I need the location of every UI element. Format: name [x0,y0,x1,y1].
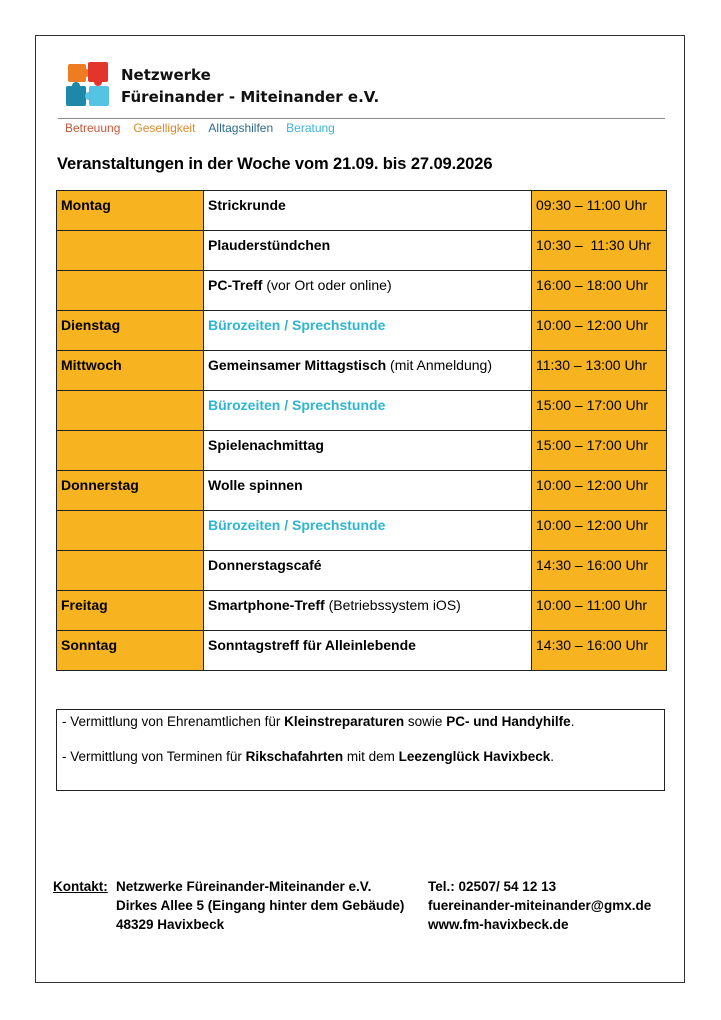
schedule-row [57,311,667,351]
note-text: - Vermittlung von Terminen für [62,749,246,764]
event-cell [204,471,532,511]
event-name: Spielenachmittag [208,437,324,453]
page-title: Veranstaltungen in der Woche vom 21.09. bis 27.09.2026 [57,155,493,173]
day-cell: Mittwoch [57,351,204,391]
time-cell: 10:00 – 12:00 Uhr [532,471,667,511]
time-cell: 09:30 – 11:00 Uhr [532,191,667,231]
event-name: Sonntagstreff für Alleinlebende [208,637,416,653]
address-line: 48329 Havixbeck [116,917,225,932]
tagline [65,121,335,135]
event-note: (vor Ort oder online) [262,277,392,293]
day-cell [57,231,204,271]
day-cell: Freitag [57,591,204,631]
time-cell: 16:00 – 18:00 Uhr [532,271,667,311]
day-cell: Sonntag [57,631,204,671]
day-cell [57,511,204,551]
time-cell: 15:00 – 17:00 Uhr [532,431,667,471]
time-cell: 10:30 – 11:30 Uhr [532,231,667,271]
time-cell: 14:30 – 16:00 Uhr [532,551,667,591]
event-cell [204,351,532,391]
puzzle-pieces-icon [64,60,112,110]
tagline-item: Betreuung [65,121,121,135]
time-cell: 14:30 – 16:00 Uhr [532,631,667,671]
day-cell [57,391,204,431]
address-line: Netzwerke Füreinander-Miteinander e.V. [116,879,372,894]
event-cell [204,231,532,271]
org-name-line2: Füreinander - Miteinander e.V. [121,88,380,106]
time-cell: 10:00 – 12:00 Uhr [532,311,667,351]
contact-label: Kontakt: [53,879,108,894]
event-cell [204,391,532,431]
contact-channels [428,877,651,934]
notes-box [56,709,665,791]
event-name: Bürozeiten / Sprechstunde [208,317,386,333]
event-cell [204,631,532,671]
note-text: mit dem [343,749,399,764]
day-cell: Montag [57,191,204,231]
event-name: Strickrunde [208,197,286,213]
event-cell [204,431,532,471]
day-cell: Donnerstag [57,471,204,511]
tagline-item: Alltagshilfen [208,121,274,135]
day-cell [57,551,204,591]
note-text: . [550,749,554,764]
schedule-row [57,431,667,471]
note-line [62,749,659,764]
schedule-row [57,471,667,511]
note-text: PC- und Handyhilfe [446,714,571,729]
schedule-row [57,271,667,311]
header-divider [58,118,665,119]
note-text: Leezenglück Havixbeck [398,749,551,764]
time-cell: 10:00 – 11:00 Uhr [532,591,667,631]
day-cell [57,431,204,471]
event-cell [204,191,532,231]
schedule-row [57,591,667,631]
time-cell: 11:30 – 13:00 Uhr [532,351,667,391]
event-name: Wolle spinnen [208,477,303,493]
event-name: Gemeinsamer Mittagstisch [208,357,387,373]
organization-name [121,64,379,108]
schedule-row [57,391,667,431]
day-cell [57,271,204,311]
schedule-table [56,190,667,671]
note-text: Rikschafahrten [245,749,344,764]
schedule-row [57,191,667,231]
time-cell: 15:00 – 17:00 Uhr [532,391,667,431]
note-text: . [570,714,575,729]
event-name: Smartphone-Treff [208,597,325,613]
note-text: sowie [404,714,447,729]
contact-website: www.fm-havixbeck.de [428,917,569,932]
event-name: Donnerstagscafé [208,557,322,573]
event-cell [204,311,532,351]
note-line [62,714,659,729]
event-cell [204,591,532,631]
contact-email: fuereinander-miteinander@gmx.de [428,898,652,913]
event-name: PC-Treff [208,277,263,293]
tagline-item: Geselligkeit [133,121,196,135]
event-cell [204,551,532,591]
event-name: Bürozeiten / Sprechstunde [208,517,386,533]
event-name: Bürozeiten / Sprechstunde [208,397,386,413]
note-text: - Vermittlung von Ehrenamtlichen für [62,714,285,729]
note-text: Kleinstreparaturen [284,714,405,729]
schedule-row [57,631,667,671]
schedule-row [57,511,667,551]
event-note: (Betriebssystem iOS) [324,597,461,613]
schedule-row [57,551,667,591]
org-name-line1: Netzwerke [121,66,211,84]
time-cell: 10:00 – 12:00 Uhr [532,511,667,551]
event-cell [204,271,532,311]
tagline-item: Beratung [286,121,335,135]
event-cell [204,511,532,551]
day-cell: Dienstag [57,311,204,351]
schedule-row [57,351,667,391]
contact-address [116,877,404,934]
event-name: Plauderstündchen [208,237,331,253]
event-note: (mit Anmeldung) [386,357,492,373]
address-line: Dirkes Allee 5 (Eingang hinter dem Gebäude) [116,898,405,913]
contact-phone: Tel.: 02507/ 54 12 13 [428,879,557,894]
schedule-row [57,231,667,271]
